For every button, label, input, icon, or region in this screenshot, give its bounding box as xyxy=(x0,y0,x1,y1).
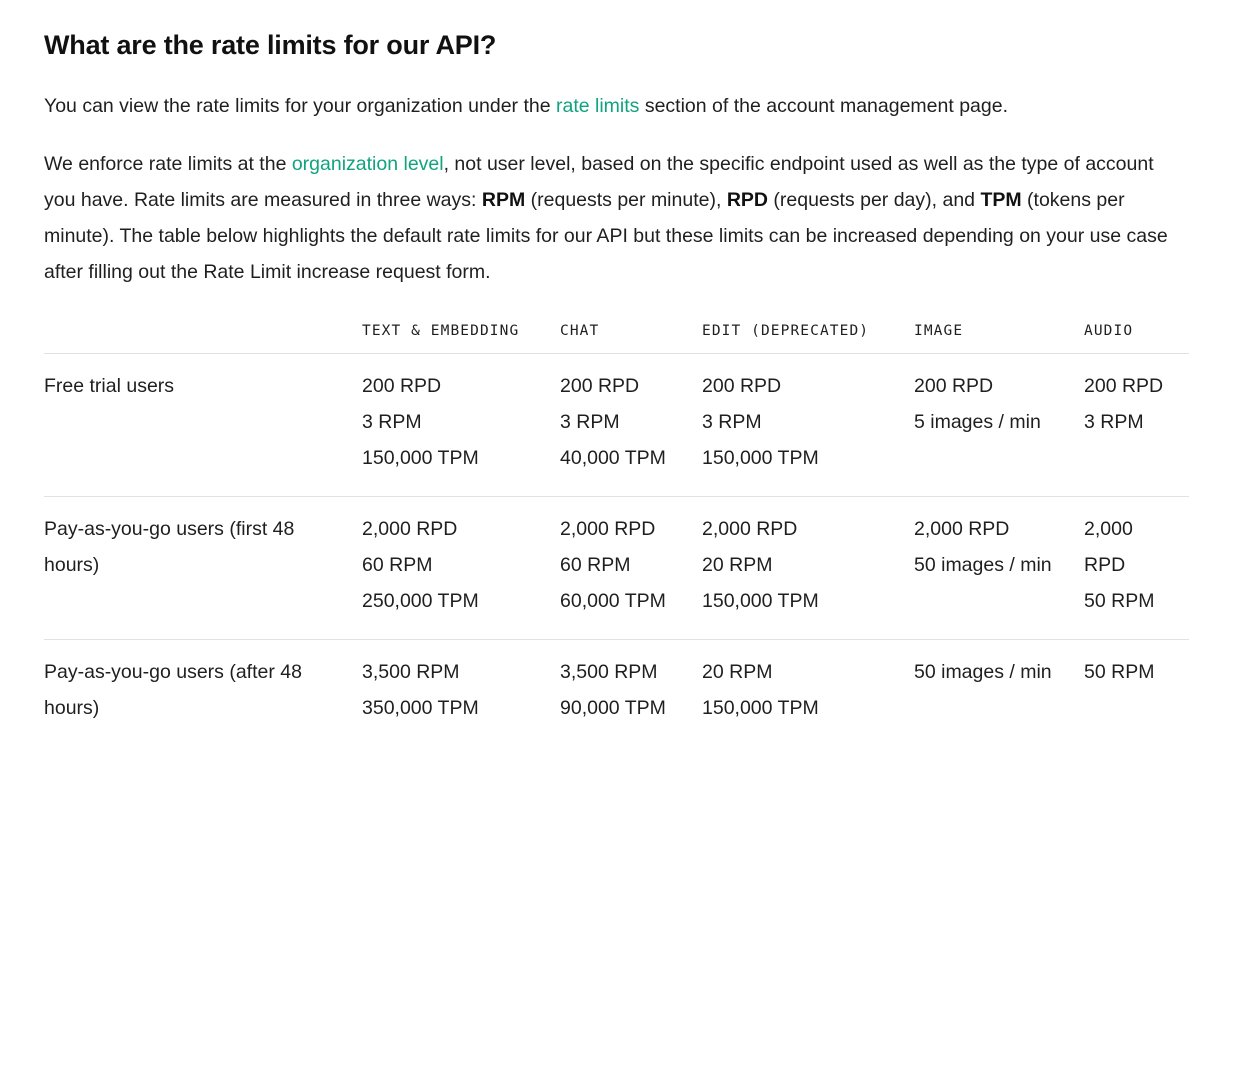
cell-audio xyxy=(1084,497,1189,640)
cell-line: 3 RPM xyxy=(702,411,762,433)
organization-level-link[interactable]: organization level xyxy=(291,153,444,175)
cell-text-embedding xyxy=(362,354,560,497)
cell-line: 150,000 TPM xyxy=(702,590,819,612)
row-label: Pay-as-you-go users (after 48 hours) xyxy=(44,661,302,719)
cell-line: 2,000 RPD xyxy=(914,518,1010,540)
table-row xyxy=(44,497,1189,640)
intro-paragraph xyxy=(44,88,1185,124)
column-header-edit: EDIT (DEPRECATED) xyxy=(702,320,914,354)
cell-line: 3,500 RPM xyxy=(362,661,460,683)
table-row xyxy=(44,640,1189,747)
cell-line: 2,000 RPD xyxy=(362,518,458,540)
cell-line: 50 RPM xyxy=(1084,661,1155,683)
cell-line: 250,000 TPM xyxy=(362,590,479,612)
table-body xyxy=(44,354,1189,747)
cell-line: 200 RPD xyxy=(560,375,640,397)
enforcement-text-part2: , not user level, based on the specific endpoint used as well as the type of account you have. Rate limits are measured in three ways: xyxy=(44,153,1154,211)
cell-image xyxy=(914,497,1084,640)
cell-edit xyxy=(702,640,914,747)
cell-chat xyxy=(560,497,702,640)
enforcement-text-part1: We enforce rate limits at the xyxy=(44,153,292,175)
column-header-audio: AUDIO xyxy=(1084,320,1189,354)
cell-chat xyxy=(560,640,702,747)
enforcement-text-part5: (tokens per minute). The table below highlights the default rate limits for our API but these limits can be increased depending on your use case after filling out the Rate Limit increase request form. xyxy=(44,189,1168,283)
cell-edit xyxy=(702,354,914,497)
table-header-row xyxy=(44,320,1189,354)
tpm-term: TPM xyxy=(980,189,1022,211)
column-header-text-embedding: TEXT & EMBEDDING xyxy=(362,320,560,354)
intro-text-part1: You can view the rate limits for your organization under the xyxy=(44,95,556,117)
page-title: What are the rate limits for our API? xyxy=(44,30,497,60)
enforcement-text-part3: (requests per minute), xyxy=(525,189,727,211)
cell-line: 50 RPM xyxy=(1084,590,1155,612)
cell-text-embedding xyxy=(362,640,560,747)
rpd-term: RPD xyxy=(726,189,768,211)
cell-line: 150,000 TPM xyxy=(362,447,479,469)
row-label: Pay-as-you-go users (first 48 hours) xyxy=(44,497,362,640)
cell-text-embedding xyxy=(362,497,560,640)
cell-line: 2,000 RPD xyxy=(702,518,798,540)
cell-line: 200 RPD xyxy=(702,375,782,397)
cell-audio xyxy=(1084,640,1189,747)
cell-line: 50 images / min xyxy=(914,661,1052,683)
cell-line: 2,000 RPD xyxy=(1084,518,1133,576)
cell-line: 60 RPM xyxy=(560,554,631,576)
cell-line: 90,000 TPM xyxy=(560,697,666,719)
row-label: Free trial users xyxy=(44,354,362,497)
intro-text-part2: section of the account management page. xyxy=(639,95,1008,117)
rate-limits-link[interactable]: rate limits xyxy=(555,95,640,117)
table-row xyxy=(44,354,1189,497)
cell-line: 40,000 TPM xyxy=(560,447,666,469)
column-header-image: IMAGE xyxy=(914,320,1084,354)
cell-edit xyxy=(702,497,914,640)
cell-chat xyxy=(560,354,702,497)
rate-limits-table xyxy=(44,320,1189,746)
cell-line: 2,000 RPD xyxy=(560,518,656,540)
cell-line: 200 RPD xyxy=(914,375,994,397)
cell-image xyxy=(914,640,1084,747)
table-header xyxy=(44,320,1189,354)
rpm-term: RPM xyxy=(481,189,526,211)
cell-line: 350,000 TPM xyxy=(362,697,479,719)
cell-image xyxy=(914,354,1084,497)
cell-line: 150,000 TPM xyxy=(702,697,819,719)
cell-line: 5 images / min xyxy=(914,411,1041,433)
cell-audio xyxy=(1084,354,1189,497)
cell-line: 50 images / min xyxy=(914,554,1052,576)
cell-line: 60,000 TPM xyxy=(560,590,666,612)
cell-line: 3 RPM xyxy=(1084,411,1144,433)
enforcement-text-part4: (requests per day), and xyxy=(767,189,981,211)
cell-line: 3 RPM xyxy=(560,411,620,433)
cell-line: 200 RPD xyxy=(1084,375,1164,397)
cell-line: 3,500 RPM xyxy=(560,661,658,683)
column-header-account-type xyxy=(44,320,362,354)
cell-line: 20 RPM xyxy=(702,554,773,576)
cell-line: 20 RPM xyxy=(702,661,773,683)
cell-line: 60 RPM xyxy=(362,554,433,576)
enforcement-paragraph xyxy=(44,146,1185,290)
cell-line: 150,000 TPM xyxy=(702,447,819,469)
column-header-chat: CHAT xyxy=(560,320,702,354)
cell-line: 3 RPM xyxy=(362,411,422,433)
cell-line: 200 RPD xyxy=(362,375,442,397)
